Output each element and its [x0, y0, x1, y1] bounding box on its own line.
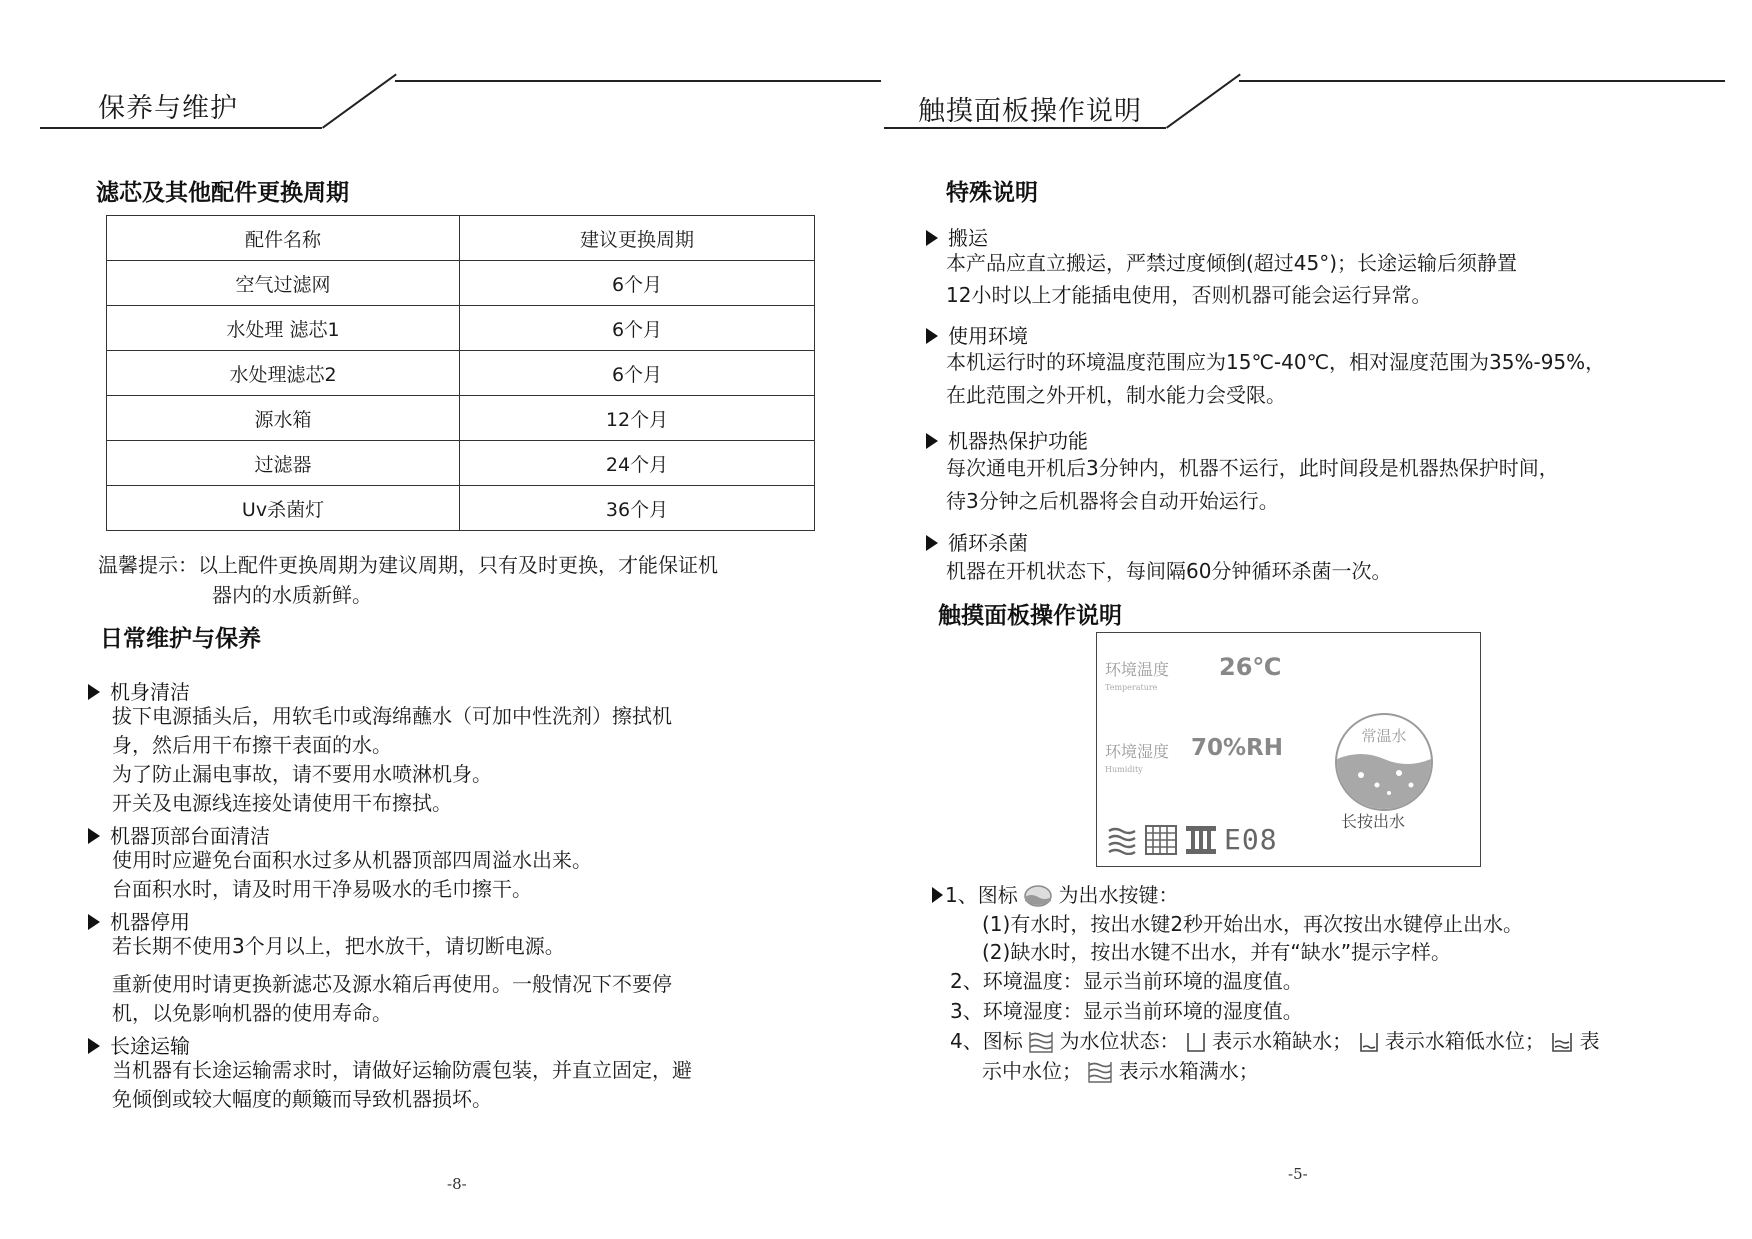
touch-panel — [1096, 632, 1481, 867]
special-item-line: 待3分钟之后机器将会自动开始运行。 — [946, 489, 1279, 513]
daily-section-title: 日常维护与保养 — [100, 626, 261, 652]
water-level-full-icon — [1107, 825, 1137, 855]
left-page-number: -8- — [447, 1175, 467, 1193]
panel-note-1: 1、图标 为出水按键： — [932, 880, 1178, 910]
table-cell-part: 水处理滤芯2 — [107, 351, 460, 396]
table-row — [107, 351, 815, 396]
triangle-bullet-icon — [926, 535, 938, 551]
special-item-line: 在此范围之外开机，制水能力会受限。 — [946, 383, 1286, 407]
filter-tip-line1: 温馨提示：以上配件更换周期为建议周期，只有及时更换，才能保证机 — [98, 553, 718, 577]
special-item-title: 使用环境 — [926, 320, 1028, 349]
panel-temp-sublabel: Temperature — [1105, 683, 1158, 692]
water-level-mid-icon — [1551, 1031, 1573, 1053]
triangle-bullet-icon — [926, 328, 938, 344]
water-level-empty-icon — [1186, 1031, 1206, 1053]
left-header-underline — [40, 127, 322, 129]
panel-section-title: 触摸面板操作说明 — [938, 603, 1122, 629]
table-row — [107, 261, 815, 306]
daily-item-line: 拔下电源插头后，用软毛巾或海绵蘸水（可加中性洗剂）擦拭机 — [112, 704, 672, 728]
table-header-cell: 配件名称 — [107, 216, 460, 261]
table-cell-period: 6个月 — [460, 261, 815, 306]
daily-item-line: 台面积水时，请及时用干净易吸水的毛巾擦干。 — [112, 877, 532, 901]
panel-temp-label: 环境温度 — [1105, 660, 1170, 679]
triangle-bullet-icon — [926, 230, 938, 246]
daily-item-title: 机器停用 — [88, 906, 190, 935]
triangle-bullet-icon — [88, 914, 100, 930]
table-cell-part: Uv杀菌灯 — [107, 486, 460, 531]
daily-item-line: 当机器有长途运输需求时，请做好运输防震包装，并直立固定，避 — [112, 1058, 692, 1082]
daily-item-line: 机，以免影响机器的使用寿命。 — [112, 1001, 392, 1025]
table-row — [107, 441, 815, 486]
right-header-diagonal — [1166, 74, 1241, 129]
left-header-title: 保养与维护 — [98, 93, 238, 124]
table-row — [107, 306, 815, 351]
grid-filter-icon — [1145, 825, 1177, 855]
daily-item-title: 长途运输 — [88, 1030, 190, 1059]
table-cell-part: 空气过滤网 — [107, 261, 460, 306]
daily-item-line: 身，然后用干布擦干表面的水。 — [112, 733, 392, 757]
table-cell-period: 6个月 — [460, 351, 815, 396]
special-item-title: 循环杀菌 — [926, 527, 1028, 556]
triangle-bullet-icon — [88, 828, 100, 844]
table-header-row — [107, 216, 815, 261]
water-level-low-icon — [1359, 1031, 1379, 1053]
left-header-topline — [395, 80, 881, 82]
triangle-bullet-icon — [932, 887, 943, 903]
table-row — [107, 486, 815, 531]
daily-item-title: 机器顶部台面清洁 — [88, 820, 270, 849]
special-item-line: 每次通电开机后3分钟内，机器不运行，此时间段是机器热保护时间， — [946, 456, 1559, 480]
table-row — [107, 396, 815, 441]
table-cell-part: 过滤器 — [107, 441, 460, 486]
water-level-full-small-icon — [1088, 1061, 1112, 1083]
daily-item-line: 开关及电源线连接处请使用干布擦拭。 — [112, 791, 452, 815]
panel-humidity-label: 环境湿度 — [1105, 742, 1170, 761]
special-item-line: 本产品应直立搬运，严禁过度倾倒(超过45°)；长途运输后须静置 — [946, 251, 1518, 275]
daily-item-title: 机身清洁 — [88, 676, 190, 705]
table-cell-period: 6个月 — [460, 306, 815, 351]
panel-humidity-sublabel: Humidity — [1105, 765, 1143, 774]
right-header-title: 触摸面板操作说明 — [918, 96, 1142, 127]
table-cell-part: 源水箱 — [107, 396, 460, 441]
right-page-number: -5- — [1288, 1165, 1308, 1183]
daily-item-line: 为了防止漏电事故，请不要用水喷淋机身。 — [112, 762, 492, 786]
uv-lamp-icon — [1185, 825, 1217, 855]
panel-temp-value: 26℃ — [1219, 653, 1282, 681]
filter-tip-line2: 器内的水质新鲜。 — [212, 583, 372, 607]
daily-item-line: 若长期不使用3个月以上，把水放干，请切断电源。 — [112, 934, 565, 958]
water-level-full-small-icon — [1029, 1031, 1053, 1053]
table-header-cell: 建议更换周期 — [460, 216, 815, 261]
error-code-display: E08 — [1224, 823, 1278, 856]
panel-note-1-sub2: (2)缺水时，按出水键不出水，并有“缺水”提示字样。 — [982, 940, 1452, 964]
panel-note-2: 2、环境温度：显示当前环境的温度值。 — [950, 969, 1303, 993]
left-header-diagonal — [322, 74, 397, 129]
panel-note-1-sub1: (1)有水时，按出水键2秒开始出水，再次按出水键停止出水。 — [982, 912, 1524, 936]
triangle-bullet-icon — [88, 1038, 100, 1054]
triangle-bullet-icon — [88, 684, 100, 700]
panel-note-4: 4、图标 为水位状态： 表示水箱缺水； 表示水箱低水位； 表 — [950, 1029, 1600, 1053]
water-dispense-button[interactable] — [1335, 713, 1433, 811]
panel-note-4-cont: 示中水位； 表示水箱满水； — [982, 1059, 1259, 1083]
table-cell-period: 12个月 — [460, 396, 815, 441]
daily-item-line: 免倾倒或较大幅度的颠簸而导致机器损坏。 — [112, 1087, 492, 1111]
filter-replacement-table — [106, 215, 815, 531]
daily-item-line: 使用时应避免台面积水过多从机器顶部四周溢水出来。 — [112, 848, 592, 872]
table-cell-part: 水处理 滤芯1 — [107, 306, 460, 351]
filter-section-title: 滤芯及其他配件更换周期 — [96, 180, 349, 206]
special-item-line: 12小时以上才能插电使用，否则机器可能会运行异常。 — [946, 283, 1432, 307]
press-to-dispense-label: 长按出水 — [1341, 812, 1406, 831]
special-item-title: 搬运 — [926, 222, 988, 251]
table-cell-period: 24个月 — [460, 441, 815, 486]
right-header-topline — [1239, 80, 1725, 82]
panel-note-3: 3、环境湿度：显示当前环境的湿度值。 — [950, 999, 1303, 1023]
daily-item-line: 重新使用时请更换新滤芯及源水箱后再使用。一般情况下不要停 — [112, 972, 672, 996]
triangle-bullet-icon — [926, 433, 938, 449]
special-section-title: 特殊说明 — [946, 180, 1038, 206]
table-cell-period: 36个月 — [460, 486, 815, 531]
water-button-small-icon — [1024, 885, 1052, 907]
water-button-label: 常温水 — [1361, 727, 1407, 745]
special-item-line: 机器在开机状态下，每间隔60分钟循环杀菌一次。 — [946, 559, 1392, 583]
special-item-title: 机器热保护功能 — [926, 425, 1088, 454]
special-item-line: 本机运行时的环境温度范围应为15℃-40℃，相对湿度范围为35%-95%， — [946, 350, 1606, 374]
panel-humidity-value: 70%RH — [1191, 735, 1284, 761]
